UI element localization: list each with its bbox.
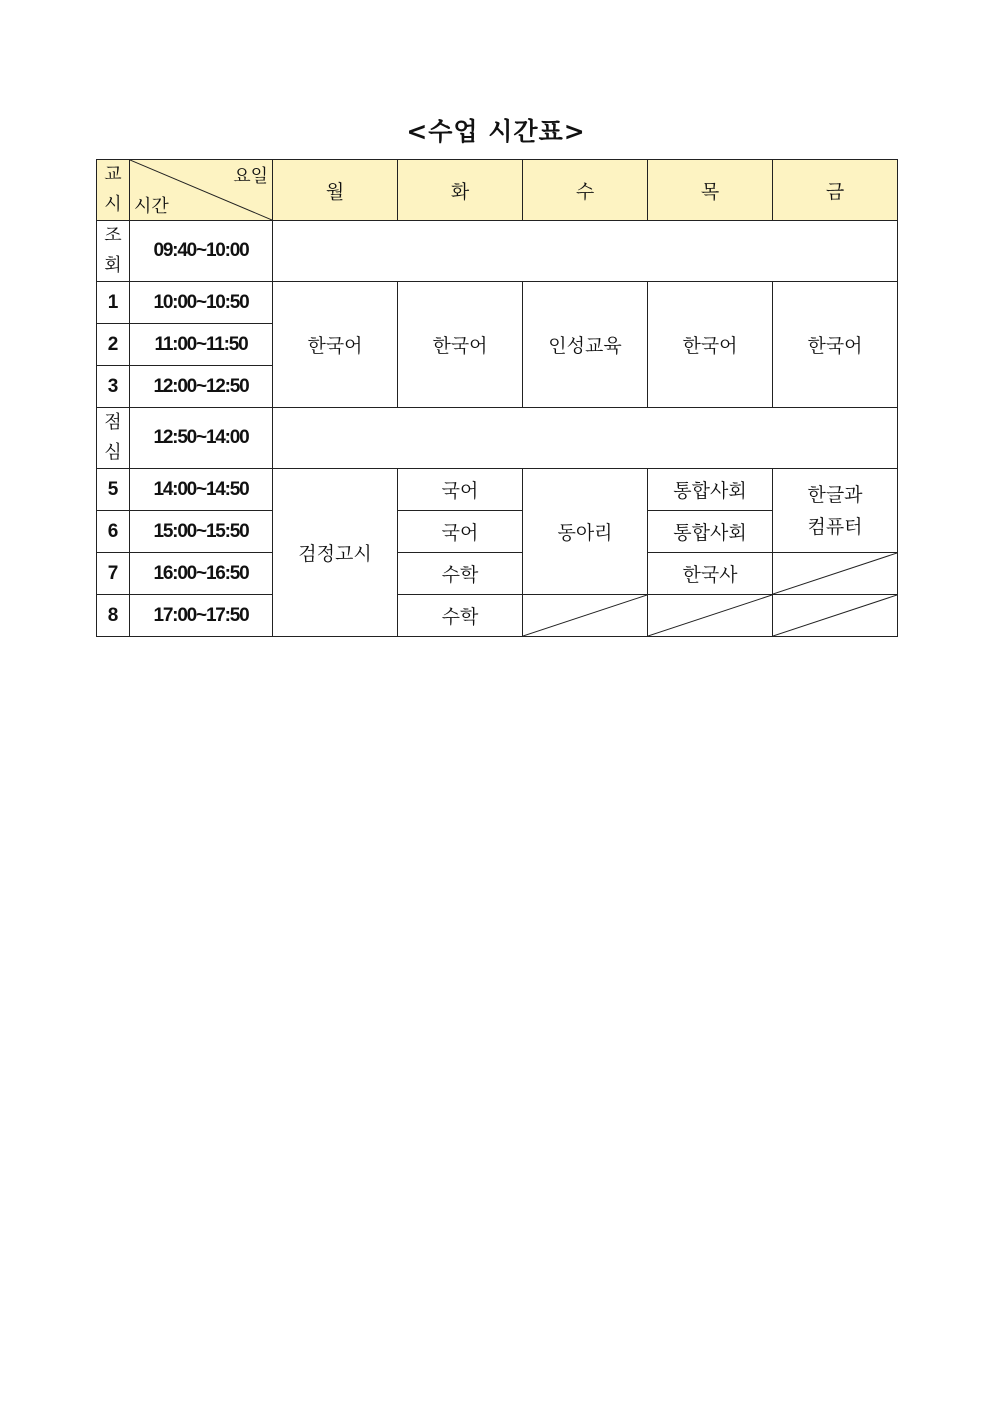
fri-afternoon-subject	[773, 469, 898, 553]
period-row-7	[97, 553, 898, 595]
wed-afternoon-subject: 동아리	[523, 469, 648, 595]
tue-p7-subject: 수학	[398, 553, 523, 595]
assembly-row	[97, 221, 898, 282]
fri-morning-subject: 한국어	[773, 282, 898, 408]
period-time: 17:00~17:50	[130, 595, 273, 637]
class-timetable	[96, 159, 898, 637]
lunch-label	[97, 408, 130, 469]
mon-morning-subject: 한국어	[273, 282, 398, 408]
tue-p5-subject: 국어	[398, 469, 523, 511]
period-time: 12:00~12:50	[130, 366, 273, 408]
fri-p7-empty	[773, 553, 898, 595]
fri-subject-line2: 컴퓨터	[807, 515, 863, 538]
assembly-label	[97, 221, 130, 282]
day-header-mon: 월	[273, 160, 398, 221]
corner-header	[130, 160, 273, 221]
period-time: 16:00~16:50	[130, 553, 273, 595]
period-number: 1	[97, 282, 130, 324]
assembly-label-top: 조	[104, 225, 122, 246]
tue-morning-subject: 한국어	[398, 282, 523, 408]
mon-afternoon-subject: 검정고시	[273, 469, 398, 637]
lunch-row	[97, 408, 898, 469]
tue-p8-subject: 수학	[398, 595, 523, 637]
corner-time-label: 시간	[134, 196, 169, 217]
lunch-blank	[273, 408, 898, 469]
thu-morning-subject: 한국어	[648, 282, 773, 408]
period-number: 7	[97, 553, 130, 595]
wed-p8-empty	[523, 595, 648, 637]
empty-slot-diagonal	[773, 553, 897, 594]
corner-day-label: 요일	[233, 166, 268, 187]
period-time: 10:00~10:50	[130, 282, 273, 324]
assembly-label-bottom: 회	[104, 255, 122, 276]
period-header-bottom: 시	[104, 194, 122, 215]
thu-p8-empty	[648, 595, 773, 637]
period-header	[97, 160, 130, 221]
header-row	[97, 160, 898, 221]
thu-p6-subject: 통합사회	[648, 511, 773, 553]
lunch-label-top: 점	[104, 412, 122, 433]
period-row-8	[97, 595, 898, 637]
tue-p6-subject: 국어	[398, 511, 523, 553]
day-header-fri: 금	[773, 160, 898, 221]
wed-morning-subject: 인성교육	[523, 282, 648, 408]
period-number: 3	[97, 366, 130, 408]
period-time: 15:00~15:50	[130, 511, 273, 553]
fri-subject-line1: 한글과	[807, 483, 863, 506]
thu-p5-subject: 통합사회	[648, 469, 773, 511]
period-number: 6	[97, 511, 130, 553]
period-number: 5	[97, 469, 130, 511]
empty-slot-diagonal	[523, 595, 647, 636]
period-number: 2	[97, 324, 130, 366]
period-row-1	[97, 282, 898, 324]
lunch-label-bottom: 심	[104, 442, 122, 463]
day-header-tue: 화	[398, 160, 523, 221]
day-header-wed: 수	[523, 160, 648, 221]
period-row-5	[97, 469, 898, 511]
period-time: 11:00~11:50	[130, 324, 273, 366]
period-number: 8	[97, 595, 130, 637]
period-header-top: 교	[104, 164, 122, 185]
period-time: 14:00~14:50	[130, 469, 273, 511]
fri-p8-empty	[773, 595, 898, 637]
assembly-time: 09:40~10:00	[130, 221, 273, 282]
empty-slot-diagonal	[648, 595, 772, 636]
thu-p7-subject: 한국사	[648, 553, 773, 595]
assembly-blank	[273, 221, 898, 282]
empty-slot-diagonal	[773, 595, 897, 636]
lunch-time: 12:50~14:00	[130, 408, 273, 469]
page-title: <수업 시간표>	[406, 117, 586, 146]
day-header-thu: 목	[648, 160, 773, 221]
